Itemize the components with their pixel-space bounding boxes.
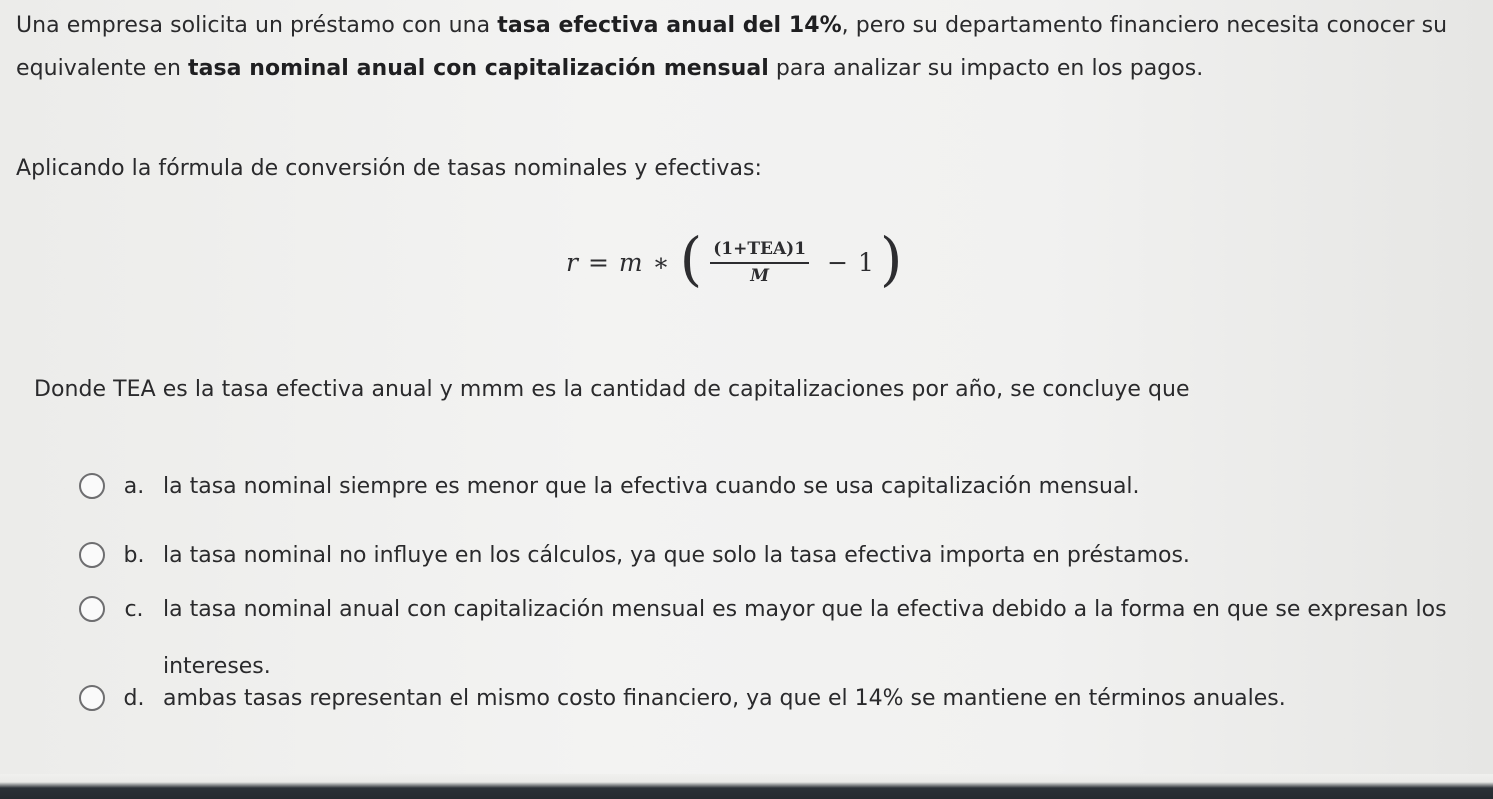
intro-text-2: , pero su departamento financiero necesita conocer su equivalente en (16, 13, 1448, 81)
formula-numerator: (1+TEA)1 (713, 238, 807, 259)
answer-option-a[interactable] (79, 458, 1469, 515)
conversion-formula (566, 222, 903, 302)
intro-bold-effective-rate: tasa efectiva anual del 14% (497, 13, 842, 38)
answer-option-b[interactable] (79, 527, 1469, 584)
answer-option-d[interactable] (79, 670, 1469, 727)
formula-denominator: M (750, 265, 770, 286)
intro-text-3: para analizar su impacto en los pagos. (768, 56, 1204, 81)
formula-lhs: r (566, 247, 578, 277)
formula-minus: − (827, 247, 849, 277)
option-letter-d: d. (123, 686, 145, 711)
radio-button-d[interactable] (79, 685, 105, 711)
option-letter-c: c. (124, 597, 144, 622)
question-intro (16, 4, 1476, 90)
radio-button-a[interactable] (79, 473, 105, 499)
option-letter-a: a. (123, 474, 145, 499)
formula-open-paren: ( (679, 225, 703, 293)
option-text-c[interactable]: la tasa nominal anual con capitalización mensual es mayor que la efectiva debido a la forma en que se expresan los intereses. (163, 597, 1447, 679)
formula-one: 1 (858, 247, 874, 277)
option-text-d[interactable]: ambas tasas representan el mismo costo financiero, ya que el 14% se mantiene en términos anuales. (163, 686, 1286, 711)
screen-bottom-edge (0, 774, 1493, 799)
question-stem: Donde TEA es la tasa efectiva anual y mmm es la cantidad de capitalizaciones por año, se concluye que (34, 377, 1190, 402)
formula-m: m (618, 247, 643, 277)
formula-times: ∗ (652, 247, 670, 277)
option-text-b[interactable]: la tasa nominal no influye en los cálculos, ya que solo la tasa efectiva importa en préstamos. (163, 543, 1190, 568)
option-text-a[interactable]: la tasa nominal siempre es menor que la efectiva cuando se usa capitalización mensual. (163, 474, 1140, 499)
formula-fraction (710, 239, 809, 286)
intro-text-1: Una empresa solicita un préstamo con una (16, 13, 498, 38)
option-letter-b: b. (123, 543, 145, 568)
intro-bold-nominal-rate: tasa nominal anual con capitalización mensual (188, 56, 769, 81)
formula-equals: = (587, 247, 609, 277)
formula-intro: Aplicando la fórmula de conversión de tasas nominales y efectivas: (16, 156, 762, 181)
formula-close-paren: ) (879, 225, 903, 293)
radio-button-c[interactable] (79, 596, 105, 622)
radio-button-b[interactable] (79, 542, 105, 568)
